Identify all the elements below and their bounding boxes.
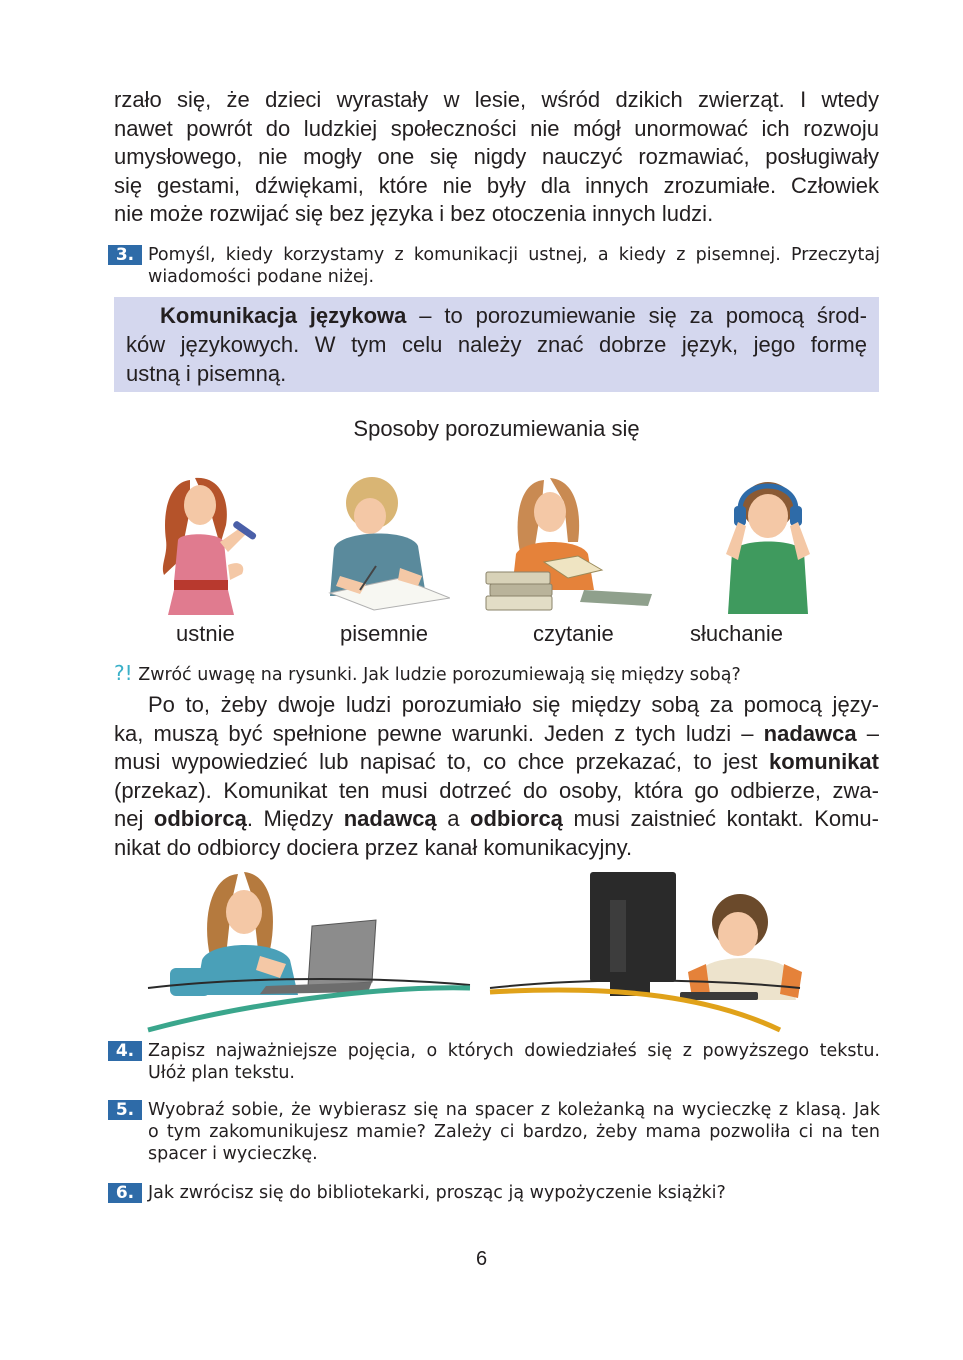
communication-scene-illustration [140, 860, 820, 1035]
page-number: 6 [475, 1248, 488, 1270]
task-number-badge: 6. [108, 1183, 142, 1203]
text-run: musi wypowiedzieć lub napisać to, co chce przekazać, to jest [114, 749, 769, 774]
writing-boy-icon [300, 468, 450, 613]
term-komunikat: komunikat [768, 749, 879, 774]
task-line: wiadomości podane niżej. [148, 267, 375, 287]
main-line: (przekaz). Komunikat ten musi dotrzeć do osoby, która go odbierze, zwa- [114, 777, 879, 803]
task-text [148, 244, 880, 288]
task-text [148, 1040, 880, 1084]
hint-mark: ?! [114, 661, 133, 685]
definition-text: – to porozumiewanie się za pomocą środ- [406, 303, 867, 328]
main-line: nikat do odbiorcy dociera przez kanał komunikacyjny. [114, 834, 633, 860]
intro-line: nawet powrót do ludzkiej społeczności nie mógł unormować ich rozwoju [114, 115, 879, 141]
main-line: Po to, żeby dwoje ludzi porozumiało się między sobą za pomocą języ- [148, 692, 879, 717]
text-run: ka, muszą być spełnione pewne warunki. Jeden z tych ludzi – [114, 720, 764, 746]
task-3 [108, 244, 880, 288]
definition-box [114, 297, 879, 392]
hint-text: Zwróć uwagę na rysunki. Jak ludzie porozumiewają się między sobą? [132, 665, 741, 685]
main-line [114, 720, 879, 749]
task-line: o tym zakomunikujesz mamie? Zależy ci bardzo, żeby mama pozwoliła ci na ten [148, 1122, 880, 1142]
intro-line: umysłowego, nie mogły one się nigdy nauczyć rozmawiać, posługiwały [114, 144, 879, 169]
term-odbiorca: odbiorcą [153, 806, 247, 831]
term-nadawca: nadawcą [343, 806, 437, 831]
intro-line: rzało się, że dzieci wyrastały w lesie, wśród dzikich zwierząt. I wtedy [114, 87, 879, 112]
task-line: Jak zwrócisz się do bibliotekarki, prosząc ją wypożyczenie książki? [148, 1183, 726, 1203]
method-label: ustnie [176, 621, 235, 646]
main-paragraph [114, 691, 879, 862]
definition-term: Komunikacja językowa [160, 303, 407, 328]
definition-line: ustną i pisemną. [126, 361, 287, 386]
intro-line: się gestami, dźwiękami, które nie były dla innych zrozumiałe. Człowiek [114, 172, 879, 198]
task-text [148, 1099, 880, 1165]
method-label: czytanie [533, 621, 614, 646]
term-odbiorca: odbiorcą [470, 806, 563, 831]
main-line [114, 805, 879, 834]
task-line: Zapisz najważniejsze pojęcia, o których dowiedziałeś się z powyższego tekstu. [148, 1041, 880, 1061]
task-number-badge: 5. [108, 1100, 142, 1120]
intro-paragraph [114, 86, 879, 229]
text-run: nej [114, 806, 154, 831]
task-5 [108, 1099, 880, 1165]
methods-title: Sposoby porozumiewania się [353, 416, 640, 441]
task-6 [108, 1182, 880, 1204]
task-number-badge: 4. [108, 1041, 142, 1061]
boy-headphones-icon [718, 474, 818, 614]
reading-girl-books-icon [484, 472, 654, 617]
term-nadawca: nadawca [763, 720, 857, 746]
task-text [148, 1182, 880, 1204]
task-line: Pomyśl, kiedy korzystamy z komunikacji ustnej, a kiedy z pisemnej. Przeczytaj [148, 245, 880, 265]
definition-line [126, 301, 867, 330]
text-run: . Między [246, 806, 344, 831]
singing-girl-microphone-icon [150, 470, 265, 615]
main-line [114, 748, 879, 777]
text-run: – [856, 720, 879, 746]
intro-line: nie może rozwijać się bez języka i bez otoczenia innych ludzi. [114, 201, 714, 226]
method-label: pisemnie [340, 621, 429, 646]
task-line: Wyobraź sobie, że wybierasz się na spacer z koleżanką na wycieczkę z klasą. Jak [148, 1100, 880, 1120]
hint-line [114, 661, 741, 685]
task-4 [108, 1040, 880, 1084]
method-label: słuchanie [690, 621, 783, 646]
task-line: Ułóż plan tekstu. [148, 1063, 295, 1083]
definition-line: ków językowych. W tym celu należy znać dobrze język, jego formę [126, 332, 867, 357]
text-run: a [436, 806, 471, 831]
text-run: musi zaistnieć kontakt. Komu- [562, 806, 879, 831]
girl-laptop-icon [170, 872, 376, 996]
task-number-badge: 3. [108, 245, 142, 265]
task-line: spacer i wycieczkę. [148, 1144, 318, 1164]
